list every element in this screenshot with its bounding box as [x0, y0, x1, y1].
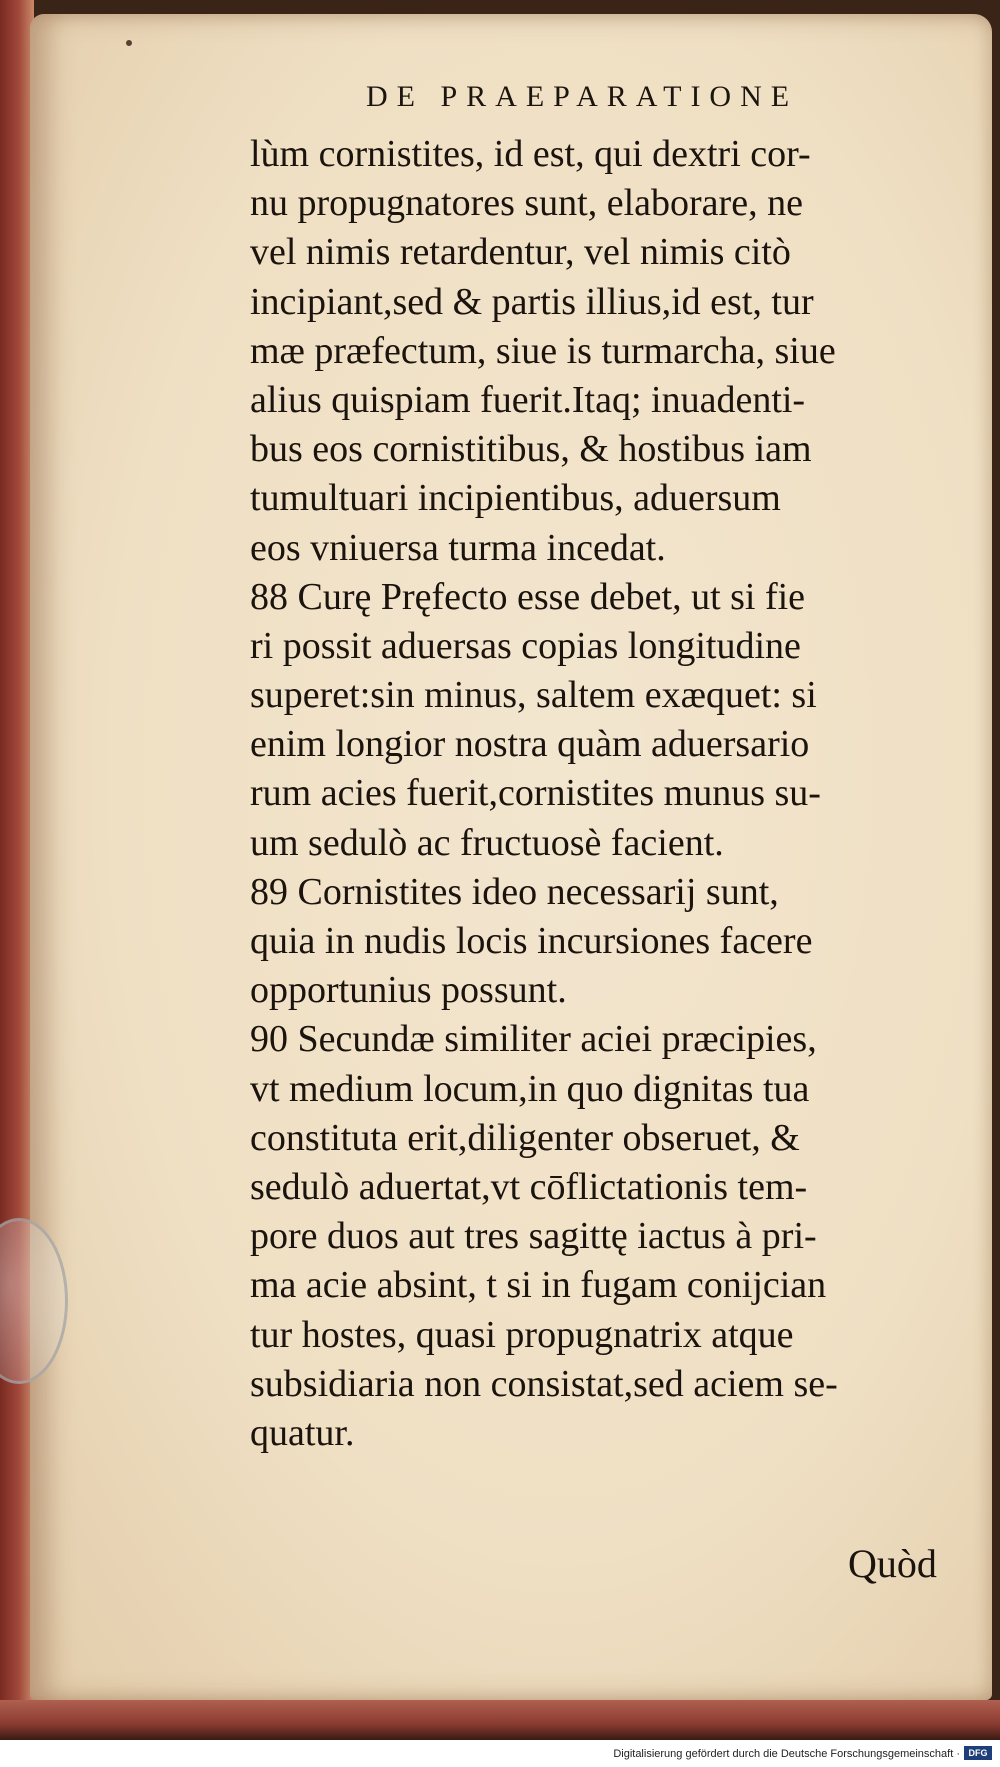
paragraph-90	[250, 1015, 960, 1458]
text-line: vel nimis retardentur, vel nimis citò	[250, 231, 791, 274]
digitization-credit: Digitalisierung gefördert durch die Deutsche Forschungsgemeinschaft ·	[613, 1748, 960, 1760]
text-line: quatur.	[250, 1411, 355, 1454]
catchword: Quòd	[848, 1541, 937, 1586]
text-line: tumultuari incipientibus, aduersum	[250, 477, 781, 520]
text-line: pore duos aut tres sagittę iactus à pri-	[250, 1215, 817, 1258]
text-line: ma acie absint, t si in fugam conijcian	[250, 1264, 827, 1307]
text-line: tur hostes, quasi propugnatrix atque	[250, 1313, 794, 1356]
text-line: sedulò aduertat,vt cōflictationis tem-	[250, 1165, 808, 1208]
text-line: lùm cornistites, id est, qui dextri cor-	[250, 133, 811, 175]
paragraph-89	[250, 868, 960, 1016]
text-line: mæ præfectum, siue is turmarcha, siue	[250, 329, 836, 372]
book-cover-edge	[0, 0, 34, 1767]
text-line: nu propugnatores sunt, elaborare, ne	[250, 182, 803, 225]
text-line: 89 Cornistites ideo necessarij sunt,	[250, 870, 779, 913]
text-line: alius quispiam fuerit.Itaq; inuadenti-	[250, 378, 806, 421]
text-line: subsidiaria non consistat,sed aciem se-	[250, 1362, 838, 1405]
text-line: 90 Secundæ similiter aciei præcipies,	[250, 1018, 817, 1061]
text-line: superet:sin minus, saltem exæquet: si	[250, 674, 817, 717]
text-line: eos vniuersa turma incedat.	[250, 526, 666, 569]
dfg-logo: DFG	[964, 1746, 992, 1760]
paragraph-88	[250, 573, 960, 868]
text-line: quia in nudis locis incursiones facere	[250, 920, 813, 962]
body-text	[250, 130, 960, 1458]
text-line: opportunius possunt.	[250, 969, 567, 1012]
text-line: rum acies fuerit,cornistites munus su-	[250, 772, 821, 815]
running-head: DE PRAEPARATIONE	[366, 80, 799, 113]
ink-spot	[126, 40, 132, 46]
text-line: bus eos cornistitibus, & hostibus iam	[250, 428, 812, 471]
text-line: ri possit aduersas copias longitudine	[250, 624, 801, 667]
text-line: vt medium locum,in quo dignitas tua	[250, 1067, 810, 1110]
paragraph-87-continued	[250, 130, 960, 573]
text-line: 88 Curę Pręfecto esse debet, ut si fie	[250, 575, 806, 618]
text-line: enim longior nostra quàm aduersario	[250, 723, 810, 766]
text-line: um sedulò ac fructuosè facient.	[250, 821, 724, 864]
book-bottom-edge	[0, 1700, 1000, 1740]
text-line: incipiant,sed & partis illius,id est, tur	[250, 280, 814, 323]
text-line: constituta erit,diligenter obseruet, &	[250, 1116, 800, 1159]
